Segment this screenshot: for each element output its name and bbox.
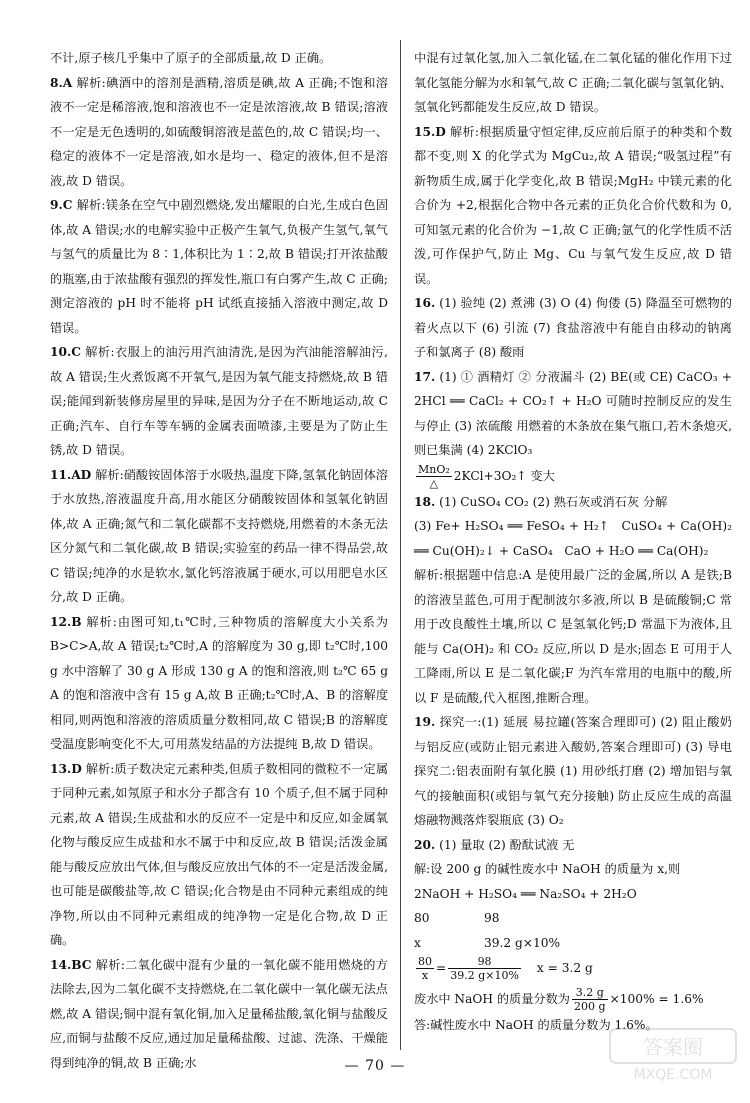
equals-sign: = xyxy=(436,961,447,976)
fraction-numerator: 80 xyxy=(418,955,432,968)
question-number: 16. xyxy=(414,296,436,310)
h2so4-mr: 98 xyxy=(484,911,500,925)
answer-choice: C xyxy=(71,345,81,359)
explanation: 解析:质子数决定元素种类,但质子数相同的微粒不一定属于同种元素,如氖原子和水分子都含有 10 个质子,但不属于同种元素,故 A 错误;生成盐和水的反应不一定是中和反应,如金属氧化物与酸反应生成盐和水不属于中和反应,故 B 错误;活泼金属能与酸反应放出气体,但与酸反应放出气体的不一定是活泼金属,也可能是碳酸盐等,故 C 错误;化合物是由不同种元素组成的纯净物,所以由不同种元素组成的纯净物一定是化合物,故 D 正确。 xyxy=(50,761,389,947)
fraction-numerator: 98 xyxy=(448,955,521,969)
answer-choice: C xyxy=(62,198,73,212)
mass-fraction-label: 废水中 NaOH 的质量分数为 xyxy=(414,992,570,1007)
answer-choice: B xyxy=(71,614,82,629)
proportion xyxy=(414,955,732,982)
question-number: 14. xyxy=(50,957,72,972)
answer-choice: A xyxy=(62,75,73,90)
answer-choice: D xyxy=(435,124,446,139)
watermark-logo xyxy=(608,1025,738,1085)
answer-text: 探究一:(1) 延展 易拉罐(答案合理即可) (2) 阻止酸奶与铝反应(或防止铝元素进入酸奶,答案合理即可) (3) 导电 探究二:铝表面附有氧化膜 (1) 用砂纸打磨 (2) 增加铝与氧气的接触面积(或铝与氧气充分接触) 防止反应生成的高温熔融物溅落炸裂瓶底 (3) O₂ xyxy=(414,715,733,827)
chemical-equation: 2NaOH + H₂SO₄ ══ Na₂SO₄ + 2H₂O xyxy=(414,886,637,901)
fraction-numerator: 3.2 g xyxy=(572,986,608,1000)
question-9 xyxy=(50,193,388,340)
svg-text:答案圈: 答案圈 xyxy=(643,1035,703,1059)
right-lead-text: 中混有过氧化氢,加入二氧化锰,在二氧化锰的催化作用下过氧化氢能分解为水和氧气,故 C 正确;二氧化碳与氢氧化钠、氢氧化钙都能发生反应,故 D 错误。 xyxy=(414,51,732,114)
mass-fraction-line xyxy=(414,986,732,1013)
question-10 xyxy=(50,340,388,463)
question-11 xyxy=(50,463,388,610)
equation-kclo3 xyxy=(414,463,732,490)
question-20 xyxy=(414,833,732,1038)
question-number: 10. xyxy=(50,345,72,359)
left-lead-text: 不计,原子核几乎集中了原子的全部质量,故 D 正确。 xyxy=(50,51,332,65)
explanation: 解析:碘酒中的溶剂是酒精,溶质是碘,故 A 正确;不饱和溶液不一定是稀溶液,饱和溶液也不一定是浓溶液,故 B 错误;溶液不一定是无色透明的,如硫酸铜溶液是蓝色的,故 C 错误;均一、稳定的液体不一定是溶液,如水是均一、稳定的液体,但不是溶液,故 D 错误。 xyxy=(50,75,388,188)
heat-symbol: △ xyxy=(429,476,439,490)
question-16 xyxy=(414,291,732,365)
equation-products: 2KCl+3O₂↑ 变大 xyxy=(453,468,555,483)
mass-fraction xyxy=(572,986,608,1013)
solve-result: x = 3.2 g xyxy=(536,961,593,976)
fraction-right xyxy=(448,955,521,982)
question-15 xyxy=(414,120,732,292)
answer-choice: AD xyxy=(71,467,92,482)
explanation: 解析:硝酸铵固体溶于水吸热,温度下降,氢氧化钠固体溶于水放热,溶液温度升高,用水能区分硝酸铵固体和氢氧化钠固体,故 A 正确;氮气和二氧化碳都不支持燃烧,用燃着的木条无法区分氮气和二氧化碳,故 B 错误;实验室的药品一律不得品尝,故 C 错误;纯净的水是软水,氯化钙溶液属于硬水,可以用肥皂水区分,故 D 正确。 xyxy=(50,467,388,604)
solution-intro: 解:设 200 g 的碱性废水中 NaOH 的质量为 x,则 xyxy=(414,862,681,876)
question-number: 9. xyxy=(50,198,63,212)
column-divider xyxy=(400,40,401,1050)
fraction-denominator: x xyxy=(421,969,429,982)
question-19 xyxy=(414,710,732,833)
question-18 xyxy=(414,490,736,711)
fraction-left xyxy=(416,955,434,982)
svg-text:MXQE.COM: MXQE.COM xyxy=(633,1067,713,1083)
ratio-row-1 xyxy=(414,906,732,931)
answer-line-1: (1) CuSO₄ CO₂ (2) 熟石灰或消石灰 分解 xyxy=(439,494,668,509)
answer-line-2: (3) Fe+ H₂SO₄ ══ FeSO₄ + H₂↑ CuSO₄ + Ca(OH)₂ ══ Cu(OH)₂↓ + CaSO₄ CaO + H₂O ══ Ca(OH)₂ xyxy=(414,519,736,558)
final-answer: 答:碱性废水中 NaOH 的质量分数为 1.6%。 xyxy=(414,1018,658,1032)
naoh-mr: 80 xyxy=(414,911,430,925)
question-13 xyxy=(50,757,388,953)
explanation: 解析:二氧化碳中混有少量的一氧化碳不能用燃烧的方法除去,因为二氧化碳不支持燃烧,在二氧化碳中一氧化碳无法点燃,故 A 错误;铜中混有氧化铜,加入足量稀盐酸,氧化铜与盐酸反应,而铜与盐酸不反应,通过加足量稀盐酸、过滤、洗涤、干燥能得到纯净的铜,故 B 正确;水 xyxy=(50,957,388,1070)
answer-line-1: (1) ① 酒精灯 ② 分液漏斗 (2) BE(或 CE) xyxy=(439,369,673,384)
right-column xyxy=(414,46,736,1038)
watermark-graphic xyxy=(608,1025,738,1085)
fraction-denominator: 200 g xyxy=(574,1000,606,1013)
question-number: 15. xyxy=(414,124,436,139)
answer-choice: BC xyxy=(71,957,92,972)
mass-fraction-tail: ×100% = 1.6% xyxy=(609,992,704,1007)
explanation: 解析:镁条在空气中剧烈燃烧,发出耀眼的白光,生成白色固体,故 A 错误;水的电解实验中正极产生氧气,负极产生氢气,氧气与氢气的质量比为 8∶1,体积比为 1∶2,故 B 错误;打开浓盐酸的瓶塞,由于浓盐酸有强烈的挥发性,瓶口有白雾产生,故 C 正确;测定溶液的 pH 时不能将 pH 试纸直接插入溶液中测定,故 D 错误。 xyxy=(50,198,389,335)
answer-line-1: (1) 量取 (2) 酚酞试液 无 xyxy=(439,837,575,852)
explanation: 解析:根据题中信息:A 是使用最广泛的金属,所以 A 是铁;B 的溶液呈蓝色,可用于配制波尔多液,所以 B 是硫酸铜;C 常用于改良酸性土壤,所以 C 是氢氧化钙;D 常温下为液体,且能与 Ca(OH)₂ 和 CO₂ 反应,所以 D 是水;固态 E 可用于人工降雨,所以 E 是二氧化碳;F 为汽车常用的电瓶中的酸,所以 F 是硫酸,代入框图,推断合理。 xyxy=(414,568,736,705)
answer-text: (1) 验纯 (2) 煮沸 (3) O (4) 佝偻 (5) 降温至可燃物的着火点以下 (6) 引流 (7) 食盐溶液中有能自由移动的钠离子和氯离子 (8) 酸雨 xyxy=(414,296,732,359)
fraction-denominator: 39.2 g×10% xyxy=(450,969,519,982)
reaction-condition xyxy=(416,463,452,490)
h2so4-mass: 39.2 g×10% xyxy=(484,935,561,950)
naoh-mass: x xyxy=(414,935,421,950)
explanation: 解析:根据质量守恒定律,反应前后原子的种类和个数都不变,则 X 的化学式为 MgCu₂,故 A 错误;“吸氢过程”有新物质生成,属于化学变化,故 B 错误;MgH₂ 中镁元素的化合价为 +2,根据化合物中各元素的正负化合价代数和为 0,可知氢元素的化合价为 −1,故 C 正确;氩气的化学性质不活泼,可作保护气,防止 Mg、Cu 与氧气发生反应,故 D 错误。 xyxy=(414,124,733,286)
question-number: 8. xyxy=(50,75,63,90)
answer-line-2: CaCO₃ + 2HCl ══ CaCl₂ + CO₂↑ + H₂O 可随时控制反应的发生与停止 (3) 浓硫酸 用燃着的木条放在集气瓶口,若木条熄灭,则已集满 (4) 2KClO₃ xyxy=(414,369,733,457)
question-number: 11. xyxy=(50,467,72,482)
question-number: 20. xyxy=(414,837,436,852)
question-number: 17. xyxy=(414,369,436,384)
question-number: 12. xyxy=(50,614,72,629)
explanation: 解析:由图可知,t₁℃时,三种物质的溶解度大小关系为 B>C>A,故 A 错误;t₂℃时,A 的溶解度为 30 g,即 t₂℃时,100 g 水中溶解了 30 g A 形成 130 g A 的饱和溶液,则 t₂℃ 65 g A 的饱和溶液中含有 15 g A,故 B 正确;t₂℃时,A、B 的溶解度相同,则两饱和溶液的溶质质量分数相同,故 C 错误;B 的溶解度受温度影响变化不大,可用蒸发结晶的方法提纯 B,故 D 错误。 xyxy=(50,614,388,751)
left-column xyxy=(50,46,388,1075)
question-12 xyxy=(50,610,388,757)
page-number: — 70 — xyxy=(344,1058,406,1074)
question-17 xyxy=(414,365,732,490)
answer-choice: D xyxy=(71,761,82,776)
catalyst-label: MnO₂ xyxy=(418,462,450,476)
question-number: 19. xyxy=(414,715,436,729)
ratio-row-2 xyxy=(414,931,732,956)
question-number: 18. xyxy=(414,494,436,509)
question-number: 13. xyxy=(50,761,72,776)
question-8 xyxy=(50,71,388,194)
explanation: 解析:衣服上的油污用汽油清洗,是因为汽油能溶解油污,故 A 错误;生火煮饭离不开氧气,是因为氧气能支持燃烧,故 B 错误;能闻到新装修房屋里的异味,是因为分子在不断地运动,故 C 正确;汽车、自行车等车辆的金属表面喷漆,主要是为了防止生锈,故 D 错误。 xyxy=(50,345,389,457)
